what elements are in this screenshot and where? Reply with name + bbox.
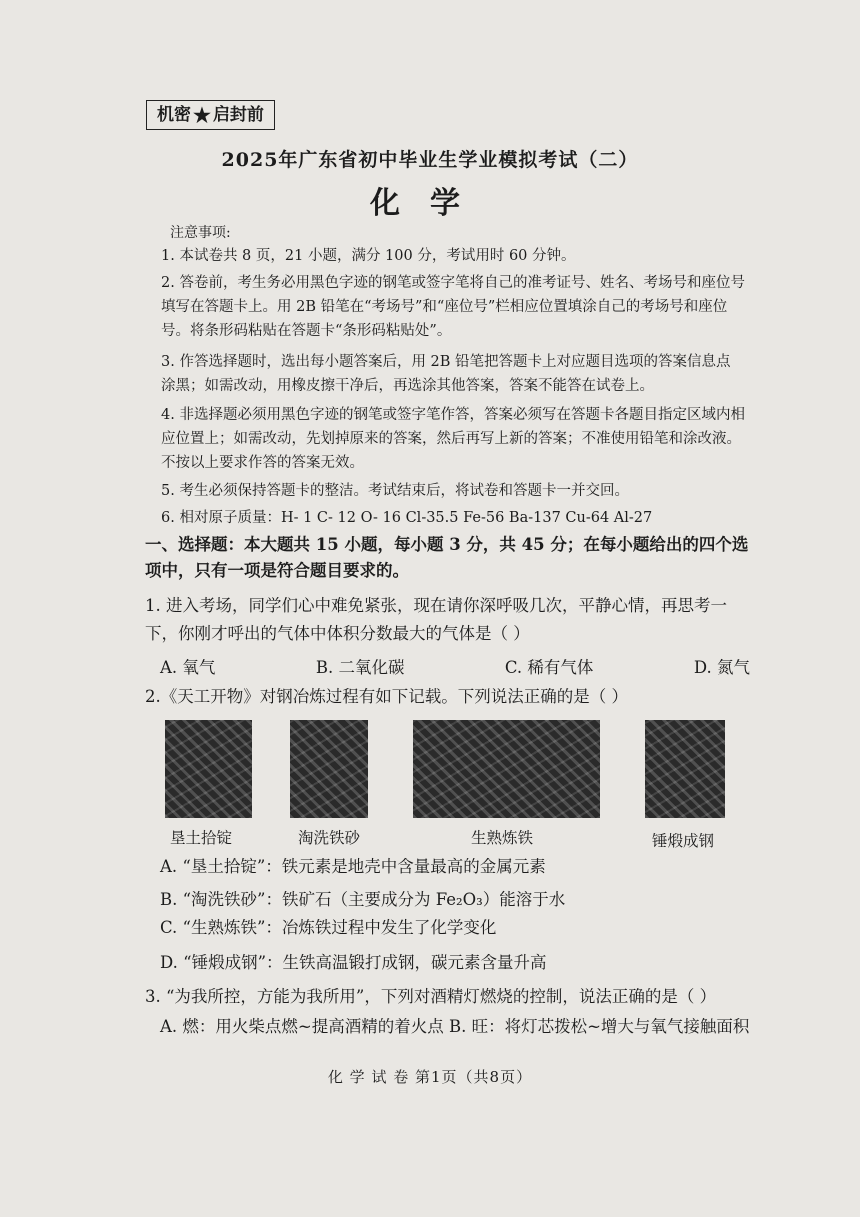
q1-option-c: C. 稀有气体	[504, 658, 594, 677]
section-1-heading: 一、选择题：本大题共 15 小题，每小题 3 分，共 45 分；在每小题给出的四个选项中，只有一项是符合题目要求的。	[145, 535, 749, 580]
question-1-options	[160, 654, 750, 682]
illustration-forging	[645, 720, 725, 818]
q2-option-b: B. “淘洗铁砂”：铁矿石（主要成分为 Fe₂O₃）能溶于水	[160, 890, 566, 909]
subject-title: 化学	[370, 186, 490, 221]
caption-washing: 淘洗铁砂	[298, 829, 361, 847]
note-5: 5. 考生必须保持答题卡的整洁。考试结束后，将试卷和答题卡一并交回。	[161, 483, 629, 499]
note-1: 1. 本试卷共 8 页，21 小题，满分 100 分，考试用时 60 分钟。	[161, 248, 576, 264]
note-3: 3. 作答选择题时，选出每小题答案后，用 2B 铅笔把答题卡上对应题目选项的答案信息点涂黑；如需改动，用橡皮擦干净后，再选涂其他答案，答案不能答在试卷上。	[161, 354, 731, 394]
notes-heading: 注意事项:	[170, 225, 231, 241]
page-footer: 化 学 试 卷 第1页（共8页）	[327, 1068, 533, 1086]
caption-forging: 锤煅成钢	[652, 832, 715, 850]
q2-option-c: C. “生熟炼铁”：冶炼铁过程中发生了化学变化	[160, 918, 497, 937]
q2-option-a: A. “垦土拾锭”：铁元素是地壳中含量最高的金属元素	[160, 857, 546, 876]
exam-title: 2025年广东省初中毕业生学业模拟考试（二）	[221, 149, 639, 171]
q1-option-d: D. 氮气	[693, 658, 750, 677]
q1-option-a: A. 氧气	[160, 658, 216, 677]
q1-option-b: B. 二氧化碳	[315, 658, 405, 677]
note-4: 4. 非选择题必须用黑色字迹的钢笔或签字笔作答，答案必须写在答题卡各题目指定区域内相应位置上；如需改动，先划掉原来的答案，然后再写上新的答案；不准使用铅笔和涂改液。不按以上要求作答的答案无效。	[161, 407, 745, 471]
confidential-stamp	[146, 100, 275, 130]
stamp-text-pre: 机密	[157, 105, 191, 125]
illustration-washing	[290, 720, 368, 818]
stamp-text-post: 启封前	[212, 105, 264, 125]
question-2-stem: 2.《天工开物》对钢冶炼过程有如下记载。下列说法正确的是（ ）	[145, 687, 628, 706]
question-3-stem: 3. “为我所控，方能为我所用”，下列对酒精灯燃烧的控制，说法正确的是（ ）	[145, 987, 717, 1006]
caption-smelting: 生熟炼铁	[471, 829, 534, 847]
star-icon: ★	[193, 103, 211, 127]
note-6: 6. 相对原子质量：H- 1 C- 12 O- 16 Cl-35.5 Fe-56 Ba-137 Cu-64 Al-27	[161, 510, 653, 526]
illustration-tilling	[165, 720, 252, 818]
question-1-stem: 1. 进入考场，同学们心中难免紧张，现在请你深呼吸几次，平静心情，再思考一下，你刚才呼出的气体中体积分数最大的气体是（ ）	[145, 596, 727, 643]
caption-tilling: 垦土拾锭	[170, 829, 233, 847]
q2-option-d: D. “锤煅成钢”：生铁高温锻打成钢，碳元素含量升高	[160, 953, 547, 972]
q3-options-line: A. 燃：用火柴点燃~提高酒精的着火点 B. 旺：将灯芯拨松~增大与氧气接触面积	[160, 1017, 750, 1036]
illustration-smelting	[413, 720, 600, 818]
note-2: 2. 答卷前，考生务必用黑色字迹的钢笔或签字笔将自己的准考证号、姓名、考场号和座位号填写在答题卡上。用 2B 铅笔在“考场号”和“座位号”栏相应位置填涂自己的考场号和座位号。将条形码粘贴在答题卡“条形码粘贴处”。	[161, 275, 745, 339]
